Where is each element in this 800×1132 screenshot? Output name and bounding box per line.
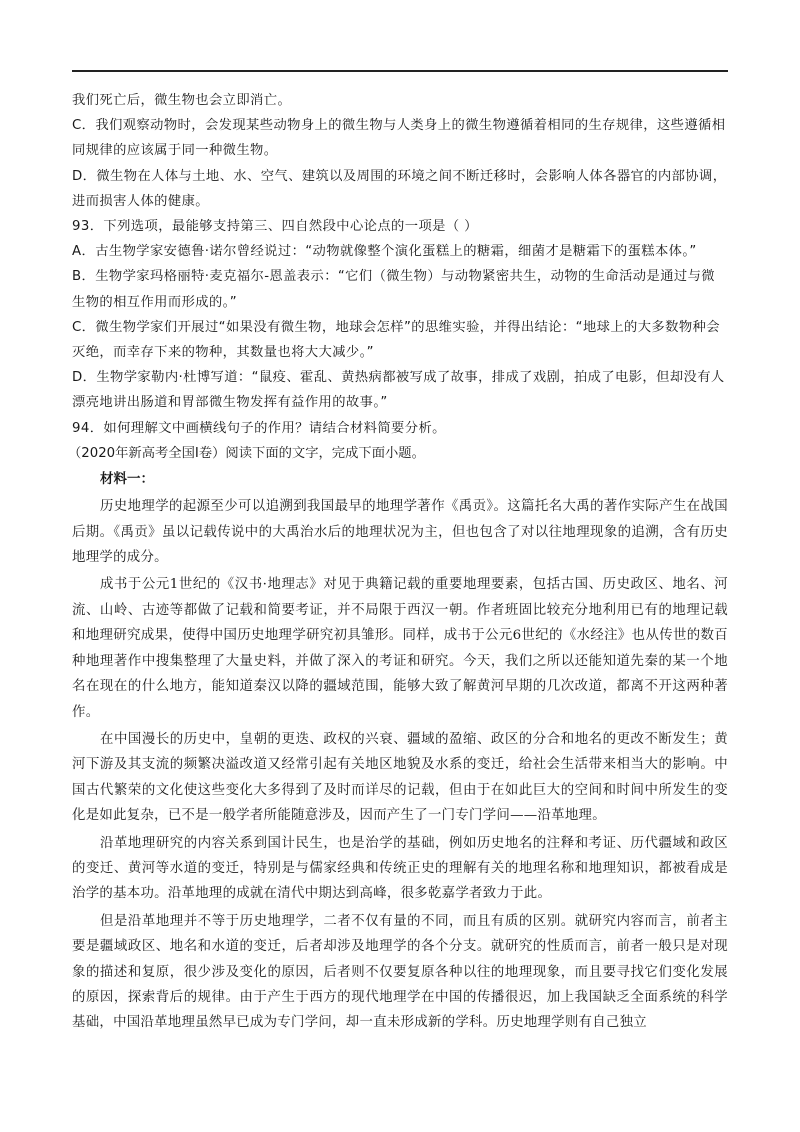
material-paragraph-2: 成书于公元1世纪的《汉书·地理志》对见于典籍记载的重要地理要素，包括古国、历史政区、地名、河流、山岭、古迹等都做了记载和简要考证，并不局限于西汉一朝。作者班固比较充分地利用已有的地理记载和地理研究成果，使得中国历史地理学研究初具雏形。同样，成书于公元6世纪的《水经注》也从传世的数百种地理著作中搜集整理了大量史料，并做了深入的考证和研究。今天，我们之所以还能知道先秦的某一个地名在现在的什么地方，能知道秦汉以降的疆域范围，能够大致了解黄河早期的几次改道，都离不开这两种著作。 <box>72 577 728 720</box>
exam-source-note: （2020年新高考全国Ⅰ卷）阅读下面的文字，完成下面小题。 <box>68 445 425 461</box>
material-paragraph-1: 历史地理学的起源至少可以追溯到我国最早的地理学著作《禹贡》。这篇托名大禹的著作实际产生在战国后期。《禹贡》虽以记载传说中的大禹治水后的地理状况为主，但也包含了对以往地理现象的追溯，含有历史地理学的成分。 <box>72 499 728 566</box>
question-94: 94．如何理解文中画横线句子的作用？请结合材料简要分析。 <box>72 420 446 436</box>
material-paragraph-4: 沿革地理研究的内容关系到国计民生，也是治学的基础，例如历史地名的注释和考证、历代疆域和政区的变迁、黄河等水道的变迁，特别是与儒家经典和传统正史的理解有关的地理名称和地理知识，都被看成是治学的基本功。沿革地理的成就在清代中期达到高峰，很多乾嘉学者致力于此。 <box>72 835 728 902</box>
option-d: D．微生物在人体与土地、水、空气、建筑以及周围的环境之间不断迁移时，会影响人体各器官的内部协调，进而损害人体的健康。 <box>72 168 727 209</box>
page-content <box>68 88 728 1036</box>
question-93-option-c: C．微生物学家们开展过“如果没有微生物，地球会怎样”的思维实验，并得出结论：“地球上的大多数物种会灭绝，而幸存下来的物种，其数量也将大大减少。” <box>72 319 720 361</box>
question-93: 93．下列选项，最能够支持第三、四自然段中心论点的一项是（ ） <box>72 219 478 235</box>
question-93-option-a: A．古生物学家安德鲁·诺尔曾经说过：“动物就像整个演化蛋糕上的糖霜，细菌才是糖霜下的蛋糕本体。” <box>72 244 697 260</box>
option-text-continuation: 我们死亡后，微生物也会立即消亡。 <box>72 93 292 108</box>
option-c: C．我们观察动物时，会发现某些动物身上的微生物与人类身上的微生物遵循着相同的生存规律，这些遵循相同规律的应该属于同一种微生物。 <box>72 118 726 159</box>
material-title: 材料一： <box>100 471 154 488</box>
question-93-option-d: D．生物学家勒内·杜博写道：“鼠疫、霍乱、黄热病都被写成了故事，排成了戏剧，拍成了电影，但却没有人漂亮地讲出肠道和胃部微生物发挥有益作用的故事。” <box>72 370 725 411</box>
header-rule <box>72 70 728 72</box>
material-paragraph-3: 在中国漫长的历史中，皇朝的更迭、政权的兴衰、疆域的盈缩、政区的分合和地名的更改不断发生；黄河下游及其支流的频繁决溢改道又经常引起有关地区地貌及水系的变迁，给社会生活带来相当大的影响。中国古代繁荣的文化使这些变化大多得到了及时而详尽的记载，但由于在如此巨大的空间和时间中所发生的变化是如此复杂，已不是一般学者所能随意涉及，因而产生了一门专门学问——沿革地理。 <box>72 731 728 824</box>
question-93-option-b: B．生物学家玛格丽特·麦克福尔-恩盖表示：“它们（微生物）与动物紧密共生，动物的生命活动是通过与微生物的相互作用而形成的。” <box>72 269 715 310</box>
material-paragraph-5: 但是沿革地理并不等于历史地理学，二者不仅有量的不同，而且有质的区别。就研究内容而言，前者主要是疆域政区、地名和水道的变迁，后者却涉及地理学的各个分支。就研究的性质而言，前者一般只是对现象的描述和复原，很少涉及变化的原因，后者则不仅要复原各种以往的地理现象，而且要寻找它们变化发展的原因，探索背后的规律。由于产生于西方的现代地理学在中国的传播很迟，加上我国缺乏全面系统的科学基础，中国沿革地理虽然早已成为专门学问，却一直未形成新的学科。历史地理学则有自己独立 <box>72 913 728 1031</box>
